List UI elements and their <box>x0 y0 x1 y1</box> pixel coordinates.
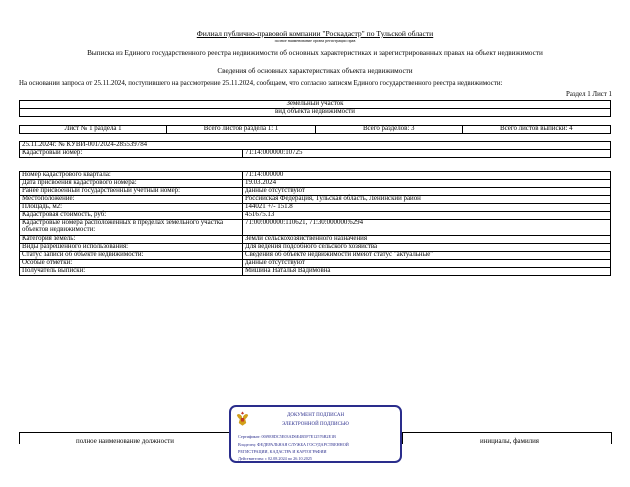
detail-label: Кадастровые номера расположенных в пределах земельного участка объектов недвижимости: <box>20 220 243 236</box>
detail-value: Сведения об объекте недвижимости имеют статус "актуальные" <box>243 252 611 260</box>
sheets-total: Всего листов выписки: 4 <box>462 126 610 134</box>
stamp-certificate: Сертификат: 00f9E8DC5E03AD6E4B5F7E12576B2E1B <box>238 434 336 439</box>
position-caption: полное наименование должности <box>76 438 174 445</box>
sheet-info-table <box>19 125 611 134</box>
divider <box>19 432 20 444</box>
basis-text: На основании запроса от 25.11.2024, поступившего на рассмотрение 25.11.2024, сообщаем, что согласно записям Единого государственного реестра недвижимости: <box>19 80 503 87</box>
detail-value: данные отсутствуют <box>243 188 611 196</box>
object-type-table <box>19 100 611 117</box>
object-type: Земельный участок <box>20 101 611 109</box>
object-type-caption: вид объекта недвижимости <box>20 109 611 117</box>
detail-value: Мишина Наталья Вадимовна <box>243 268 611 276</box>
name-caption: инициалы, фамилия <box>480 438 539 445</box>
detail-value: Для ведения подсобного сельского хозяйства <box>243 244 611 252</box>
details-table <box>19 171 611 276</box>
divider <box>611 432 612 444</box>
org-name: Филиал публично-правовой компании "Роскадастр" по Тульской области <box>196 29 434 38</box>
detail-value: 71:00:000000:110621, 71:30:000000:6294 <box>243 220 611 236</box>
org-caption: полное наименование органа регистрации прав <box>274 38 356 43</box>
detail-value: данные отсутствуют <box>243 260 611 268</box>
extract-date-number: 25.11.2024г. № КУВИ-001/2024-285539784 <box>20 142 611 150</box>
stamp-line1: ДОКУМЕНТ ПОДПИСАН <box>286 413 345 418</box>
detail-label: Получатель выписки: <box>20 268 243 276</box>
sheets-in-section: Всего листов раздела 1: 1 <box>167 126 315 134</box>
table-row <box>20 196 611 204</box>
detail-value: Земли сельскохозяйственного назначения <box>243 236 611 244</box>
detail-label: Особые отметки: <box>20 260 243 268</box>
divider <box>402 432 403 444</box>
stamp-line2: ЭЛЕКТРОННОЙ ПОДПИСЬЮ <box>282 422 349 427</box>
table-row <box>20 268 611 276</box>
table-row <box>20 220 611 236</box>
stamp-owner: Владелец: ФЕДЕРАЛЬНАЯ СЛУЖБА ГОСУДАРСТВЕННОЙ <box>238 442 349 447</box>
detail-label: Статус записи об объекте недвижимости: <box>20 252 243 260</box>
detail-label: Площадь, м2: <box>20 204 243 212</box>
extract-number-table <box>19 141 611 158</box>
detail-label: Категория земель: <box>20 236 243 244</box>
detail-value: 71:14:000000 <box>243 172 611 180</box>
detail-value: 144021 +/- 151.8 <box>243 204 611 212</box>
document-title: Выписка из Единого государственного реестра недвижимости об основных характеристиках и зарегистрированных правах на объект недвижимости <box>87 49 543 57</box>
table-row <box>20 204 611 212</box>
detail-label: Ранее присвоенный государственный учетный номер: <box>20 188 243 196</box>
detail-label: Номер кадастрового квартала: <box>20 172 243 180</box>
detail-label: Местоположение: <box>20 196 243 204</box>
electronic-signature-stamp <box>229 405 402 463</box>
cadastral-number-label: Кадастровый номер: <box>20 150 243 158</box>
stamp-owner-cont: РЕГИСТРАЦИИ, КАДАСТРА И КАРТОГРАФИИ <box>238 449 327 454</box>
stamp-validity: Действителен: с 02.08.2024 по 26.10.2025 <box>238 456 313 461</box>
detail-value: 19.03.2024 <box>243 180 611 188</box>
sections-total: Всего разделов: 3 <box>315 126 462 134</box>
detail-label: Дата присвоения кадастрового номера: <box>20 180 243 188</box>
section-label: Раздел 1 Лист 1 <box>566 91 612 98</box>
detail-value: 451675.13 <box>243 212 611 220</box>
detail-value: Российская Федерация, Тульская область, Ленинский район <box>243 196 611 204</box>
table-row <box>20 252 611 260</box>
detail-label: Виды разрешенного использования: <box>20 244 243 252</box>
sheet-number: Лист № 1 раздела 1 <box>20 126 167 134</box>
cadastral-number-value: 71:14:000000:10725 <box>243 150 611 158</box>
document-subtitle: Сведения об основных характеристиках объекта недвижимости <box>217 67 413 75</box>
detail-label: Кадастровая стоимость, руб: <box>20 212 243 220</box>
